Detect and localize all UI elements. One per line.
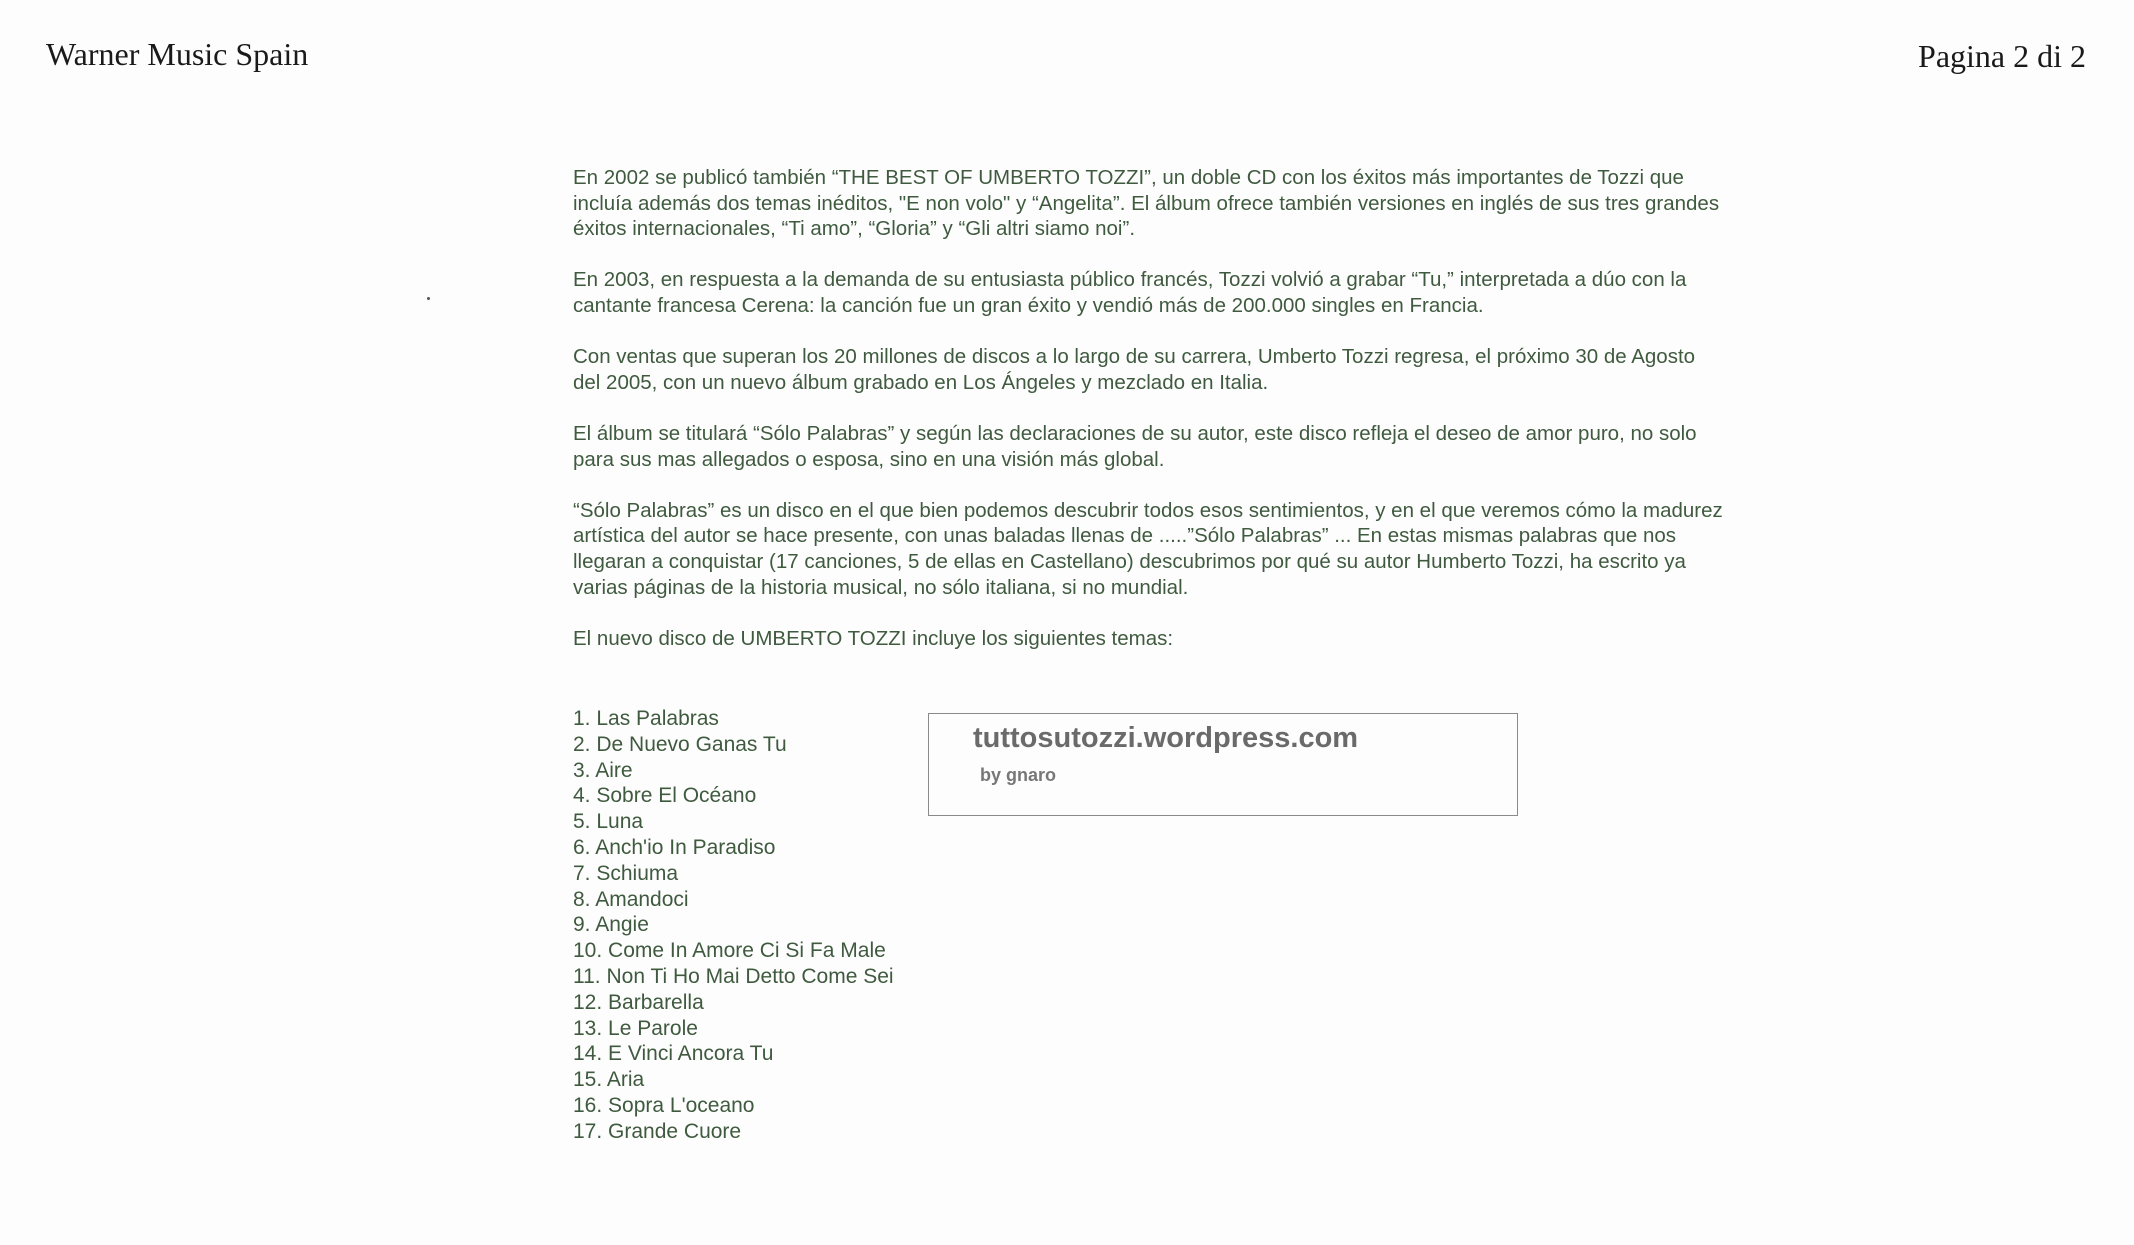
track-item: 10. Come In Amore Ci Si Fa Male <box>573 939 886 963</box>
track-item: 16. Sopra L'oceano <box>573 1093 755 1117</box>
track-item: 13. Le Parole <box>573 1016 698 1040</box>
track-item: 11. Non Ti Ho Mai Detto Come Sei <box>573 964 894 988</box>
watermark-box <box>928 713 1518 816</box>
paragraph: “Sólo Palabras” es un disco en el que bien podemos descubrir todos esos sentimientos, y en el que veremos cómo la madurez artística del autor se hace presente, con unas baladas llenas de .....”Sólo Palabras” ... En estas mismas palabras que nos llegaran a conquistar (17 canciones, 5 de ellas en Castellano) descubrimos por qué su autor Humberto Tozzi, ha escrito ya varias páginas de la historia musical, no sólo italiana, si no mundial. <box>573 498 1723 599</box>
track-item: 5. Luna <box>573 810 644 834</box>
scan-speck <box>427 297 430 300</box>
track-item: 3. Aire <box>573 758 633 782</box>
company-name: Warner Music Spain <box>46 36 309 72</box>
watermark-credit: by gnaro <box>980 765 1057 785</box>
track-item: 8. Amandoci <box>573 887 689 911</box>
page-number: Pagina 2 di 2 <box>1918 38 2086 74</box>
track-item: 9. Angie <box>573 913 649 937</box>
document-body <box>573 165 1723 677</box>
paragraph: El álbum se titulará “Sólo Palabras” y según las declaraciones de su autor, este disco refleja el deseo de amor puro, no solo para sus mas allegados o esposa, sino en una visión más global. <box>573 421 1697 471</box>
watermark-site: tuttosutozzi.wordpress.com <box>973 722 1359 754</box>
track-item: 12. Barbarella <box>573 990 704 1014</box>
track-item: 15. Aria <box>573 1068 645 1092</box>
track-item: 17. Grande Cuore <box>573 1119 742 1143</box>
track-item: 6. Anch'io In Paradiso <box>573 835 776 859</box>
track-item: 1. Las Palabras <box>573 707 719 730</box>
paragraph: En 2003, en respuesta a la demanda de su entusiasta público francés, Tozzi volvió a grabar “Tu,” interpretada a dúo con la cantante francesa Cerena: la canción fue un gran éxito y vendió más de 200.000 singles en Francia. <box>573 268 1687 317</box>
track-item: 7. Schiuma <box>573 861 679 885</box>
paragraph: El nuevo disco de UMBERTO TOZZI incluye los siguientes temas: <box>573 626 1174 650</box>
track-item: 4. Sobre El Océano <box>573 784 757 808</box>
track-item: 14. E Vinci Ancora Tu <box>573 1042 774 1066</box>
track-list <box>573 706 894 1145</box>
paragraph: En 2002 se publicó también “THE BEST OF UMBERTO TOZZI”, un doble CD con los éxitos más importantes de Tozzi que incluía además dos temas inéditos, "E non volo" y “Angelita”. El álbum ofrece también versiones en inglés de sus tres grandes éxitos internacionales, “Ti amo”, “Gloria” y “Gli altri siamo noi”. <box>573 166 1720 241</box>
track-item: 2. De Nuevo Ganas Tu <box>573 732 787 756</box>
paragraph: Con ventas que superan los 20 millones de discos a lo largo de su carrera, Umberto Tozzi regresa, el próximo 30 de Agosto del 2005, con un nuevo álbum grabado en Los Ángeles y mezclado en Italia. <box>573 345 1696 394</box>
